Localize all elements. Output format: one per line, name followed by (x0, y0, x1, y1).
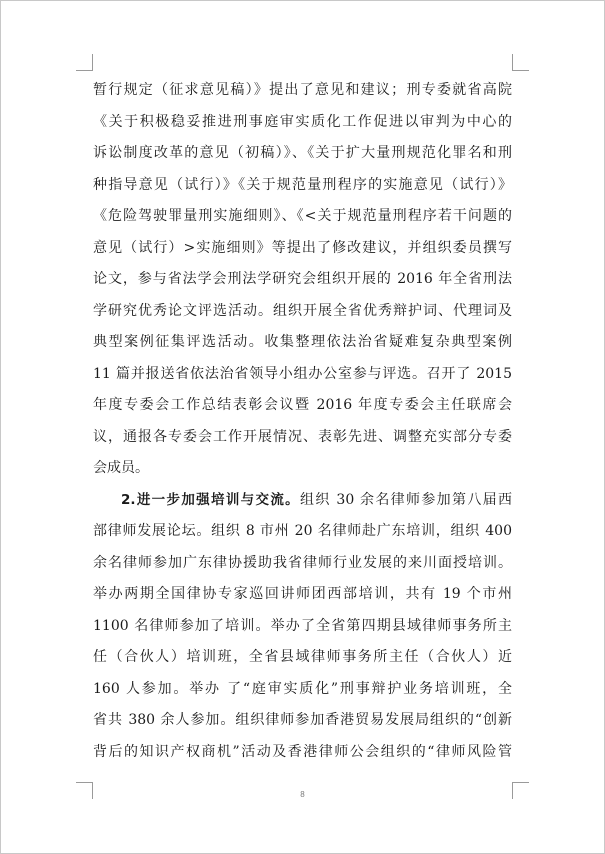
crop-mark-top-right (512, 54, 529, 71)
section-heading: 2.进一步加强培训与交流。 (121, 491, 300, 508)
text-line: 1100 名律师参加了培训。举办了全省第四期县域律师事务所主 (93, 617, 512, 634)
text-line: 11 篇并报送省依法治省领导小组办公室参与评选。召开了 2015 (93, 365, 512, 382)
text-line: 会成员。 (93, 460, 149, 476)
text-line: 《关于积极稳妥推进刑事庭审实质化工作促进以审判为中心的 (93, 113, 512, 130)
text-line: 论文，参与省法学会刑法学研究会组织开展的 2016 年全省刑法 (93, 271, 512, 287)
text-line: 背后的知识产权商机”活动及香港律师公会组织的“律师风险管 (93, 743, 512, 760)
page-number: 8 (300, 790, 305, 799)
text-line: 典型案例征集评选活动。收集整理依法治省疑难复杂典型案例 (93, 334, 512, 350)
section-heading-line (93, 485, 512, 517)
text-line: 160 人参加。举办 了“庭审实质化”刑事辩护业务培训班，全 (93, 680, 512, 697)
text-line: 省共 380 余人参加。组织律师参加香港贸易发展局组织的“创新 (93, 712, 512, 728)
text-line: 《危险驾驶罪量刑实施细则》、《<关于规范量刑程序若干问题的 (93, 208, 512, 224)
text-line: 学研究优秀论文评选活动。组织开展全省优秀辩护词、代理词及 (93, 302, 512, 319)
text-line: 任（合伙人）培训班，全省县域律师事务所主任（合伙人）近 (93, 649, 512, 665)
crop-mark-top-left (76, 54, 93, 71)
text-line: 举办两期全国律协专家巡回讲师团西部培训，共有 19 个市州 (93, 586, 512, 602)
text-line: 议，通报各专委会工作开展情况、表彰先进、调整充实部分专委 (93, 428, 512, 445)
text-line: 余名律师参加广东律协援助我省律师行业发展的来川面授培训。 (93, 554, 512, 571)
text-line: 诉讼制度改革的意见（初稿）》、《关于扩大量刑规范化罪名和刑 (93, 145, 512, 161)
text-line: 种指导意见（试行）》《关于规范量刑程序的实施意见（试行）》 (93, 176, 512, 193)
section-heading-rest: 组织 30 余名律师参加第八届西 (299, 491, 512, 508)
text-line: 暂行规定（征求意见稿）》提出了意见和建议；刑专委就省高院 (93, 82, 512, 98)
text-line: 年度专委会工作总结表彰会议暨 2016 年度专委会主任联席会 (93, 397, 512, 413)
text-line: 部律师发展论坛。组织 8 市州 20 名律师赴广东培训，组织 400 (93, 523, 512, 539)
document-body (93, 75, 512, 768)
text-line: 意见（试行）>实施细则》等提出了修改建议，并组织委员撰写 (93, 239, 512, 256)
